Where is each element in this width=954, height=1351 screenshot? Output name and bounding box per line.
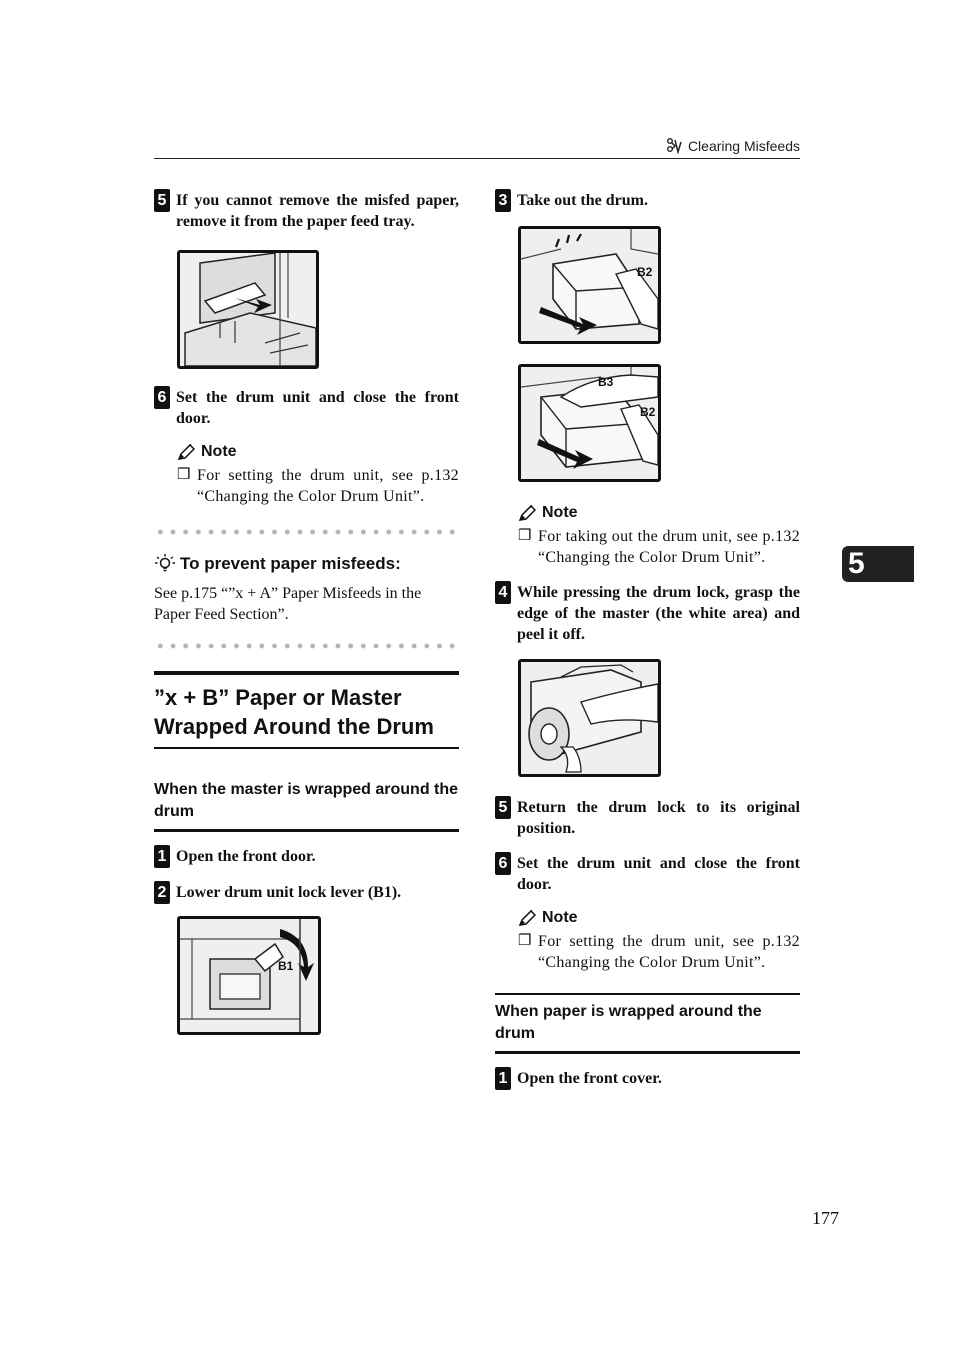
illustration-lock-lever-b1 bbox=[177, 916, 321, 1035]
note-heading-text: Note bbox=[201, 443, 237, 460]
left-column bbox=[154, 190, 459, 1035]
section-title: ”x + B” Paper or Master Wrapped Around the Drum bbox=[154, 685, 434, 739]
note-text: For setting the drum unit, see p.132 “Changing the Color Drum Unit”. bbox=[538, 933, 800, 971]
subsection-master-wrapped: When the master is wrapped around the drum bbox=[154, 773, 459, 832]
step-text: Set the drum unit and close the front door. bbox=[176, 389, 459, 427]
step-6-set-drum-unit bbox=[495, 853, 800, 895]
right-column bbox=[495, 190, 800, 1090]
page-number: 177 bbox=[812, 1208, 839, 1228]
note-block bbox=[518, 909, 800, 973]
illustration-pull-drum-1 bbox=[518, 226, 661, 344]
pull-drum-drawing-2 bbox=[521, 367, 658, 479]
subsection-paper-wrapped: When paper is wrapped around the drum bbox=[495, 1003, 762, 1042]
pencil-icon bbox=[177, 444, 195, 461]
pull-drum-drawing-1 bbox=[521, 229, 658, 341]
checkbox-bullet-icon: ❒ bbox=[518, 528, 532, 544]
section-title-box bbox=[154, 671, 459, 749]
label-b3: B3 bbox=[598, 375, 614, 389]
header-title: Clearing Misfeeds bbox=[687, 138, 800, 154]
step-text: Open the front cover. bbox=[517, 1070, 662, 1087]
step-4-peel-master bbox=[495, 582, 800, 645]
subsection-paper-wrapped-box bbox=[495, 993, 800, 1054]
step-number: 5 bbox=[495, 796, 511, 819]
step-2-lower-lock-lever bbox=[154, 882, 459, 904]
illustration-peel-master bbox=[518, 659, 661, 777]
note-text: For setting the drum unit, see p.132 “Changing the Color Drum Unit”. bbox=[197, 467, 459, 505]
step-1-open-front-door bbox=[154, 846, 459, 868]
step-1-open-front-cover bbox=[495, 1068, 800, 1090]
step-text: While pressing the drum lock, grasp the edge of the master (the white area) and peel it off. bbox=[517, 584, 800, 643]
note-heading-text: Note bbox=[542, 504, 578, 521]
step-number: 6 bbox=[495, 852, 511, 875]
label-b2: B2 bbox=[640, 405, 656, 419]
step-3-take-out-drum bbox=[495, 190, 800, 212]
label-b1: B1 bbox=[278, 959, 294, 973]
step-text: Take out the drum. bbox=[517, 192, 648, 209]
step-number: 1 bbox=[154, 845, 170, 868]
pencil-icon bbox=[518, 910, 536, 927]
step-text: Open the front door. bbox=[176, 848, 316, 865]
step-text: If you cannot remove the misfed paper, remove it from the paper feed tray. bbox=[176, 192, 459, 230]
note-block bbox=[518, 504, 800, 568]
step-number: 6 bbox=[154, 386, 170, 409]
note-text: For taking out the drum unit, see p.132 “Changing the Color Drum Unit”. bbox=[538, 528, 800, 566]
step-text: Return the drum lock to its original position. bbox=[517, 799, 800, 837]
note-item bbox=[518, 931, 800, 973]
step-5-remove-from-tray bbox=[154, 190, 459, 232]
dotted-separator bbox=[154, 643, 459, 649]
note-heading-text: Note bbox=[542, 909, 578, 926]
step-text: Set the drum unit and close the front door. bbox=[517, 855, 800, 893]
step-5-return-drum-lock bbox=[495, 797, 800, 839]
lightbulb-icon bbox=[154, 553, 176, 575]
illustration-pull-drum-2 bbox=[518, 364, 661, 482]
step-number: 5 bbox=[154, 189, 170, 212]
illustration-paper-feed-tray bbox=[177, 250, 319, 369]
misfeed-icon bbox=[666, 138, 684, 154]
tip-heading-text: To prevent paper misfeeds: bbox=[180, 554, 401, 573]
step-6-set-drum-unit bbox=[154, 387, 459, 429]
checkbox-bullet-icon: ❒ bbox=[518, 933, 532, 949]
note-item bbox=[518, 526, 800, 568]
pencil-icon bbox=[518, 505, 536, 522]
chapter-tab: 5 bbox=[842, 546, 914, 582]
peel-master-drawing bbox=[521, 662, 658, 774]
header-title-group bbox=[666, 138, 800, 154]
running-header bbox=[154, 132, 800, 159]
step-number: 3 bbox=[495, 189, 511, 212]
note-heading bbox=[518, 504, 800, 522]
tip-text: See p.175 “”x + A” Paper Misfeeds in the Paper Feed Section”. bbox=[154, 585, 422, 623]
note-heading bbox=[177, 443, 459, 461]
note-block bbox=[177, 443, 459, 507]
note-heading bbox=[518, 909, 800, 927]
checkbox-bullet-icon: ❒ bbox=[177, 467, 191, 483]
step-number: 2 bbox=[154, 881, 170, 904]
step-text: Lower drum unit lock lever (B1). bbox=[176, 884, 402, 901]
tip-heading bbox=[154, 553, 459, 575]
label-b2: B2 bbox=[637, 265, 653, 279]
lock-lever-drawing bbox=[180, 919, 318, 1032]
dotted-separator bbox=[154, 529, 459, 535]
note-item bbox=[177, 465, 459, 507]
paper-feed-tray-drawing bbox=[180, 253, 316, 366]
step-number: 4 bbox=[495, 581, 511, 604]
step-number: 1 bbox=[495, 1067, 511, 1090]
